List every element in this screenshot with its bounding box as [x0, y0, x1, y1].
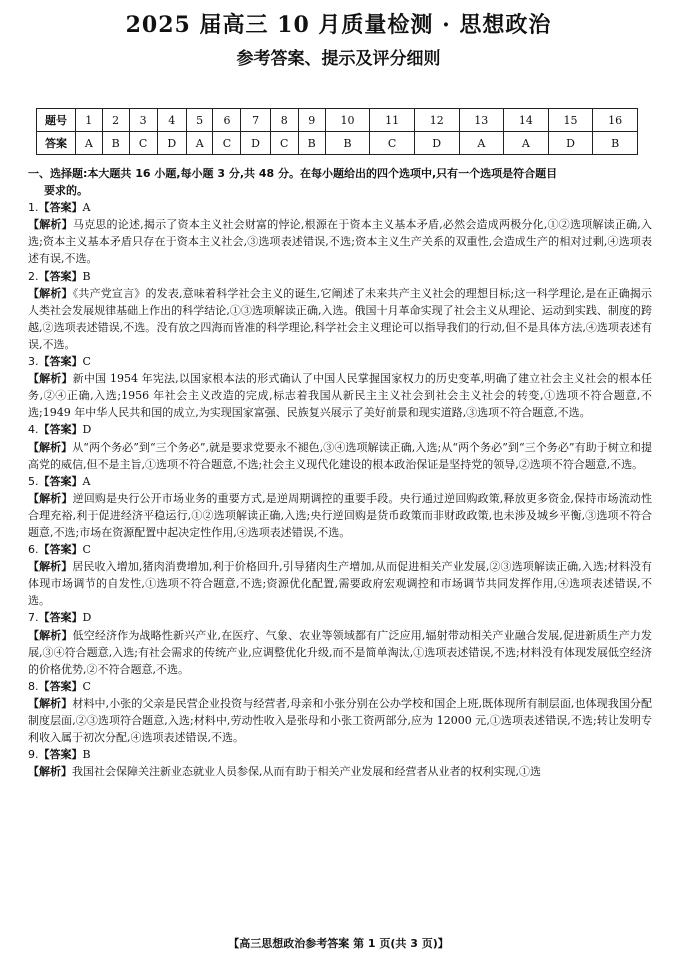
answer-cell: B — [298, 132, 325, 155]
question-number-cell: 14 — [504, 109, 549, 132]
answer-label: 【答案】 — [38, 748, 83, 762]
answer-cell: D — [157, 132, 186, 155]
answer-cell: D — [414, 132, 459, 155]
question-answer-line — [28, 421, 652, 438]
answer-row-label: 答案 — [37, 132, 76, 155]
analysis-text: 我国社会保障关注新业态就业人员参保,从而有助于相关产业发展和经营者从业者的权利实现,①选 — [72, 765, 541, 779]
answer-label: 【答案】 — [38, 611, 83, 625]
analysis-text: 低空经济作为战略性新兴产业,在医疗、气象、农业等领域都有广泛应用,辐射带动相关产业融合发展,促进新质生产力发展,③④符合题意,入选;有社会需求的传统产业,应调整优化升级,而不是简单淘汰,①选项表述错误,不选;材料没有体现发展低空经济的价格优势,②不符合题意,不选。 — [28, 628, 652, 676]
answer-cell: B — [325, 132, 370, 155]
question-answer-line — [28, 199, 652, 216]
question-number-cell: 7 — [241, 109, 270, 132]
question-number-cell: 12 — [414, 109, 459, 132]
section-heading: 一、选择题:本大题共 16 小题,每小题 3 分,共 48 分。在每小题给出的四个选项中,只有一个选项是符合题目 — [28, 167, 558, 180]
answer-value: D — [82, 423, 92, 437]
question-number-cell: 9 — [298, 109, 325, 132]
question-number-cell: 15 — [548, 109, 593, 132]
question-answer-line — [28, 609, 652, 626]
question-number: 6. — [28, 543, 39, 557]
page-footer: 【高三思想政治参考答案 第 1 页(共 3 页)】 — [228, 937, 449, 950]
answer-content — [28, 165, 652, 780]
question-list — [28, 199, 652, 780]
question-number-cell: 10 — [325, 109, 370, 132]
analysis-label: 【解析】 — [28, 491, 73, 505]
question-number: 9. — [28, 748, 39, 762]
question-number-cell: 2 — [102, 109, 129, 132]
analysis-text: 居民收入增加,猪肉消费增加,利于价格回升,引导猪肉生产增加,从而促进相关产业发展,②③选项解读正确,入选;材料没有体现市场调节的自发性,①选项不符合题意,不选;资源优化配置,需要政府宏观调控和市场调节共同发挥作用,④选项表述错误,不选。 — [28, 560, 652, 608]
question-answer-line — [28, 268, 652, 285]
question-number-cell: 6 — [213, 109, 241, 132]
answer-label: 【答案】 — [38, 474, 83, 488]
page-title: 2025 届高三 10 月质量检测 · 思想政治 — [125, 12, 552, 38]
answer-cell: A — [504, 132, 549, 155]
analysis-paragraph — [28, 285, 652, 353]
answer-table — [36, 108, 638, 155]
analysis-label: 【解析】 — [28, 628, 73, 642]
question-number: 8. — [28, 679, 39, 693]
question-number: 4. — [28, 423, 39, 437]
analysis-paragraph — [28, 763, 652, 780]
analysis-text: 新中国 1954 年宪法,以国家根本法的形式确认了中国人民掌握国家权力的历史变革,明确了建立社会主义社会的根本任务,②④正确,入选;1956 年社会主义改造的完成,标志着我国从新民主主义社会到社会主义社会的转变,①选项不符合题意,不选;1949 年中华人民共和国的成立,为实现国家富强、民族复兴展示了美好前景和现实道路,③选项不符合题意,不选。 — [28, 372, 652, 420]
question-number: 3. — [28, 355, 39, 369]
answer-value: C — [82, 355, 91, 369]
answer-cell: B — [593, 132, 638, 155]
analysis-paragraph — [28, 627, 652, 678]
number-row-label: 题号 — [37, 109, 76, 132]
analysis-paragraph — [28, 490, 652, 541]
analysis-paragraph — [28, 370, 652, 421]
answer-label: 【答案】 — [38, 423, 83, 437]
analysis-label: 【解析】 — [28, 372, 73, 386]
answer-cell: B — [102, 132, 129, 155]
answer-value: B — [82, 269, 91, 283]
answer-value: A — [82, 474, 91, 488]
analysis-label: 【解析】 — [28, 440, 73, 454]
analysis-text: 从“两个务必”到“三个务必”,就是要求党要永不褪色,③④选项解读正确,入选;从“两个务必”到“三个务必”有助于树立和提高党的威信,但不是主旨,①选项不符合题意,不选;社会主义现代化建设的根本政治保证是坚持党的领导,②选项不符合题意,不选。 — [28, 440, 652, 471]
answer-label: 【答案】 — [38, 679, 83, 693]
answer-value: C — [82, 543, 91, 557]
answer-value: D — [82, 611, 92, 625]
analysis-text: 马克思的论述,揭示了资本主义社会财富的悖论,根源在于资本主义基本矛盾,必然会造成两极分化,①②选项解读正确,入选;资本主义基本矛盾只存在于资本主义社会,③选项表述错误,不选;资本主义生产关系的双重性,会造成生产的相对过剩,④选项表述有误,不选。 — [28, 218, 653, 266]
question-number-cell: 11 — [370, 109, 415, 132]
question-answer-line — [28, 541, 652, 558]
question-number: 2. — [28, 269, 39, 283]
question-number-cell: 4 — [157, 109, 186, 132]
question-number: 5. — [28, 474, 39, 488]
question-answer-line — [28, 353, 652, 370]
analysis-label: 【解析】 — [28, 286, 73, 300]
answer-cell: A — [76, 132, 103, 155]
answer-label: 【答案】 — [38, 269, 83, 283]
answer-label: 【答案】 — [38, 543, 83, 557]
answer-value: B — [82, 748, 91, 762]
analysis-paragraph — [28, 695, 652, 746]
analysis-paragraph — [28, 216, 652, 267]
answer-label: 【答案】 — [38, 201, 83, 215]
answer-value: C — [82, 679, 91, 693]
answer-value: A — [82, 201, 91, 215]
question-number: 7. — [28, 611, 39, 625]
answer-cell: D — [548, 132, 593, 155]
analysis-text: 材料中,小张的父亲是民营企业投资与经营者,母亲和小张分别在公办学校和国企上班,既体现所有制层面,也体现我国分配制度层面,②③选项符合题意,入选;材料中,劳动性收入是张母和小张工资两部分,应为 12000 元,①选项表述错误,不选;转让发明专利收入属于初次分配,④选项表述错误,不选。 — [28, 696, 653, 745]
answer-label: 【答案】 — [38, 355, 83, 369]
page-subtitle: 参考答案、提示及评分细则 — [236, 49, 441, 69]
analysis-label: 【解析】 — [28, 560, 73, 574]
answer-table-number-row — [37, 109, 638, 132]
question-number-cell: 5 — [186, 109, 213, 132]
answer-cell: C — [129, 132, 157, 155]
section-heading-cont: 要求的。 — [44, 184, 88, 198]
question-number-cell: 8 — [270, 109, 298, 132]
answer-cell: D — [241, 132, 270, 155]
analysis-text: 《共产党宣言》的发表,意味着科学社会主义的诞生,它阐述了未来共产主义社会的理想目标;这一科学理论,是在正确揭示人类社会发展规律基础上作出的科学结论,①③选项解读正确,入选。俄国十月革命实现了社会主义从理论、运动到实践、制度的跨越,②选项表述错误,不选。没有放之四海而皆准的科学理论,科学社会主义理论可以指导我们的行动,但不是具体方法,④选项表述有误,不选。 — [28, 286, 652, 351]
answer-cell: C — [213, 132, 241, 155]
question-number-cell: 13 — [459, 109, 504, 132]
question-answer-line — [28, 746, 652, 763]
analysis-label: 【解析】 — [28, 765, 72, 779]
answer-table-answer-row — [37, 132, 638, 155]
question-number-cell: 1 — [76, 109, 103, 132]
answer-cell: C — [370, 132, 415, 155]
analysis-label: 【解析】 — [28, 218, 73, 232]
analysis-label: 【解析】 — [28, 696, 73, 710]
question-answer-line — [28, 678, 652, 695]
question-number-cell: 3 — [129, 109, 157, 132]
analysis-paragraph — [28, 558, 652, 609]
answer-cell: C — [270, 132, 298, 155]
question-number: 1. — [28, 201, 39, 215]
question-number-cell: 16 — [593, 109, 638, 132]
question-answer-line — [28, 473, 652, 490]
analysis-text: 逆回购是央行公开市场业务的重要方式,是逆周期调控的重要手段。央行通过逆回购政策,释放更多资金,保持市场流动性合理充裕,利于促进经济平稳运行,①②选项解读正确,入选;央行逆回购是货币政策而非财政政策,也未涉及城乡平衡,③选项不符合题意,不选;市场在资源配置中起决定性作用,④选项表述错误,不选。 — [28, 491, 652, 539]
analysis-paragraph — [28, 439, 652, 473]
answer-cell: A — [459, 132, 504, 155]
answer-cell: A — [186, 132, 213, 155]
